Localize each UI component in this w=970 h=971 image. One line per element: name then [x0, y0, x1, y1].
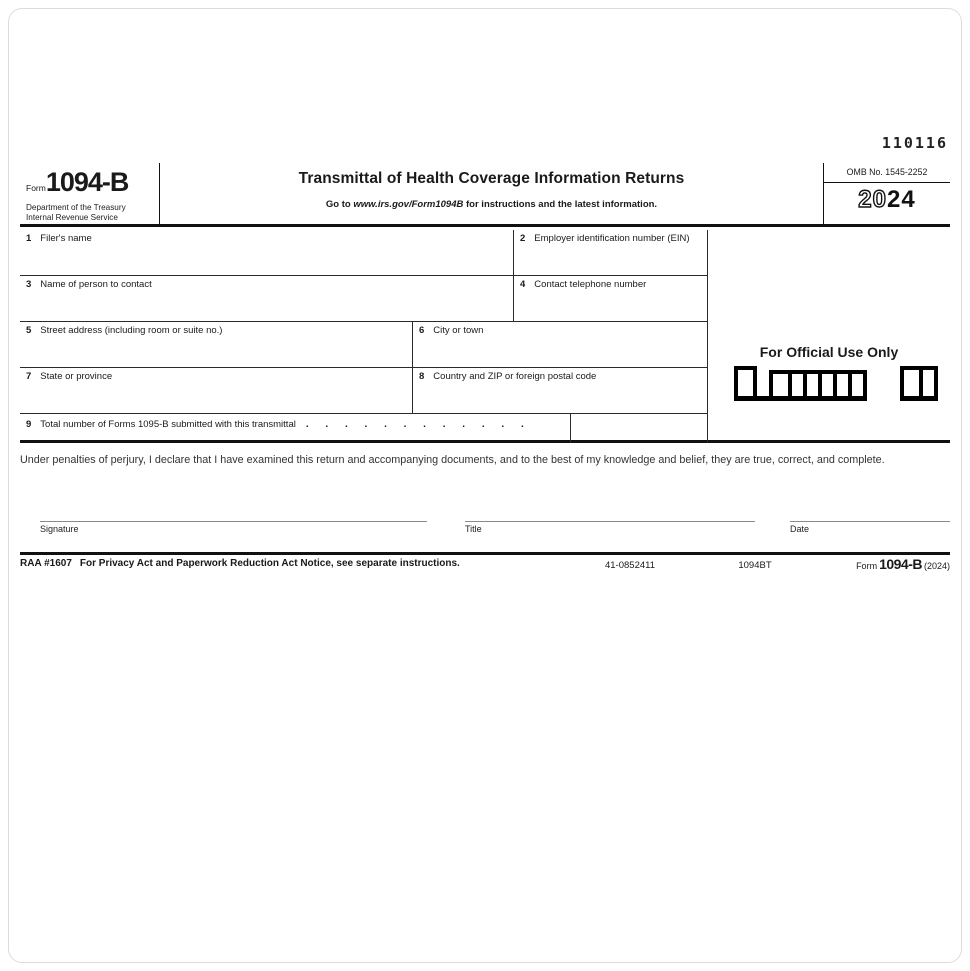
signature-line[interactable]	[40, 521, 427, 534]
tax-year-outline-digits: 20	[858, 186, 887, 213]
instruction-url[interactable]: www.irs.gov/Form1094B	[353, 199, 464, 210]
field-4-contact-phone-cell	[513, 276, 707, 322]
field-8-country-zip-cell	[412, 368, 707, 414]
field-9-number: 9	[26, 419, 32, 430]
privacy-notice-text: For Privacy Act and Paperwork Reduction Act Notice, see separate instructions.	[79, 558, 460, 569]
form-identity-block	[20, 163, 160, 224]
filer-name-input[interactable]	[22, 246, 511, 273]
field-3-contact-name-cell	[20, 276, 513, 322]
perjury-statement: Under penalties of perjury, I declare that I have examined this return and accompanying documents, and to the best of my knowledge and belief, they are true, correct, and complete.	[20, 454, 885, 466]
agency-line-1: Department of the Treasury	[26, 203, 126, 212]
field-4-number: 4	[520, 279, 526, 290]
field-5-street-address-cell	[20, 322, 412, 368]
field-6-city-cell	[412, 322, 707, 368]
official-use-box	[788, 374, 803, 396]
field-8-number: 8	[419, 371, 425, 382]
footer-form-word: Form	[856, 561, 878, 571]
form-title: Transmittal of Health Coverage Information Returns	[298, 170, 685, 187]
field-2-ein-cell	[513, 230, 707, 276]
field-7-number: 7	[26, 371, 32, 382]
contact-phone-input[interactable]	[516, 292, 705, 319]
form-number-line	[26, 167, 157, 198]
street-address-input[interactable]	[22, 338, 410, 365]
agency-block	[26, 203, 157, 223]
official-use-code-boxes-right	[900, 366, 938, 401]
official-use-box	[919, 370, 934, 396]
field-9-total-forms-cell	[20, 414, 570, 443]
contact-name-input[interactable]	[22, 292, 511, 319]
page-border-frame	[8, 8, 962, 963]
ein-input[interactable]	[516, 246, 705, 273]
official-use-box-gap	[757, 386, 769, 396]
total-forms-input[interactable]	[573, 416, 705, 441]
field-2-label: Employer identification number (EIN)	[534, 233, 690, 244]
city-input[interactable]	[415, 338, 705, 365]
field-5-label: Street address (including room or suite no.)	[40, 325, 223, 336]
field-8-label: Country and ZIP or foreign postal code	[433, 371, 597, 382]
field-1-filer-name-cell	[20, 230, 513, 276]
field-7-state-cell	[20, 368, 412, 414]
tax-year-solid-digits: 24	[887, 186, 916, 213]
official-use-box-single	[734, 366, 757, 396]
instruction-suffix: for instructions and the latest information.	[463, 199, 658, 210]
field-6-number: 6	[419, 325, 425, 336]
field-9-label: Total number of Forms 1095-B submitted with this transmittal	[40, 419, 296, 430]
omb-year-block	[823, 163, 950, 224]
signature-label: Signature	[40, 524, 79, 534]
date-label: Date	[790, 524, 810, 534]
official-use-box-strip	[769, 370, 867, 396]
print-serial-number: 110116	[881, 134, 948, 152]
title-line[interactable]	[465, 521, 755, 534]
title-label: Title	[465, 524, 482, 534]
catalog-number: 41-0852411	[604, 560, 655, 571]
instruction-prefix: Go to	[325, 199, 354, 210]
omb-number: OMB No. 1545-2252	[824, 163, 950, 183]
field-2-number: 2	[520, 233, 526, 244]
country-zip-input[interactable]	[415, 384, 705, 411]
form-header	[20, 163, 950, 227]
field-1-label: Filer's name	[40, 233, 92, 244]
field-5-number: 5	[26, 325, 32, 336]
form-number: 1094-B	[45, 167, 129, 197]
official-use-region	[707, 230, 950, 443]
field-3-number: 3	[26, 279, 32, 290]
form-instructions-line	[160, 199, 823, 210]
field-7-label: State or province	[40, 371, 113, 382]
field-9-entry-box	[570, 414, 707, 443]
footer-form-id	[856, 556, 950, 572]
field-6-label: City or town	[433, 325, 484, 336]
dotted-leader: . . . . . . . . . . . .	[305, 419, 531, 430]
official-use-box	[833, 374, 848, 396]
footer-form-year: (2024)	[923, 561, 950, 571]
field-4-label: Contact telephone number	[534, 279, 647, 290]
official-use-box	[848, 374, 863, 396]
official-use-box	[773, 374, 788, 396]
state-input[interactable]	[22, 384, 410, 411]
field-3-label: Name of person to contact	[40, 279, 152, 290]
agency-line-2: Internal Revenue Service	[26, 212, 118, 222]
footer-divider-rule	[20, 552, 950, 555]
form-code: 1094BT	[738, 560, 772, 571]
field-1-number: 1	[26, 233, 32, 244]
form-title-block	[160, 163, 823, 224]
date-line[interactable]	[790, 521, 950, 534]
privacy-act-notice	[20, 558, 460, 569]
official-use-code-boxes-left	[734, 366, 867, 401]
official-use-box	[818, 374, 833, 396]
filer-info-grid	[20, 230, 950, 443]
footer-form-number: 1094-B	[879, 556, 922, 572]
form-word-label: Form	[26, 183, 46, 193]
raa-number: RAA #1607	[20, 558, 72, 569]
tax-year	[824, 183, 950, 214]
official-use-label: For Official Use Only	[759, 344, 899, 360]
official-use-box	[904, 370, 919, 396]
official-use-box	[803, 374, 818, 396]
